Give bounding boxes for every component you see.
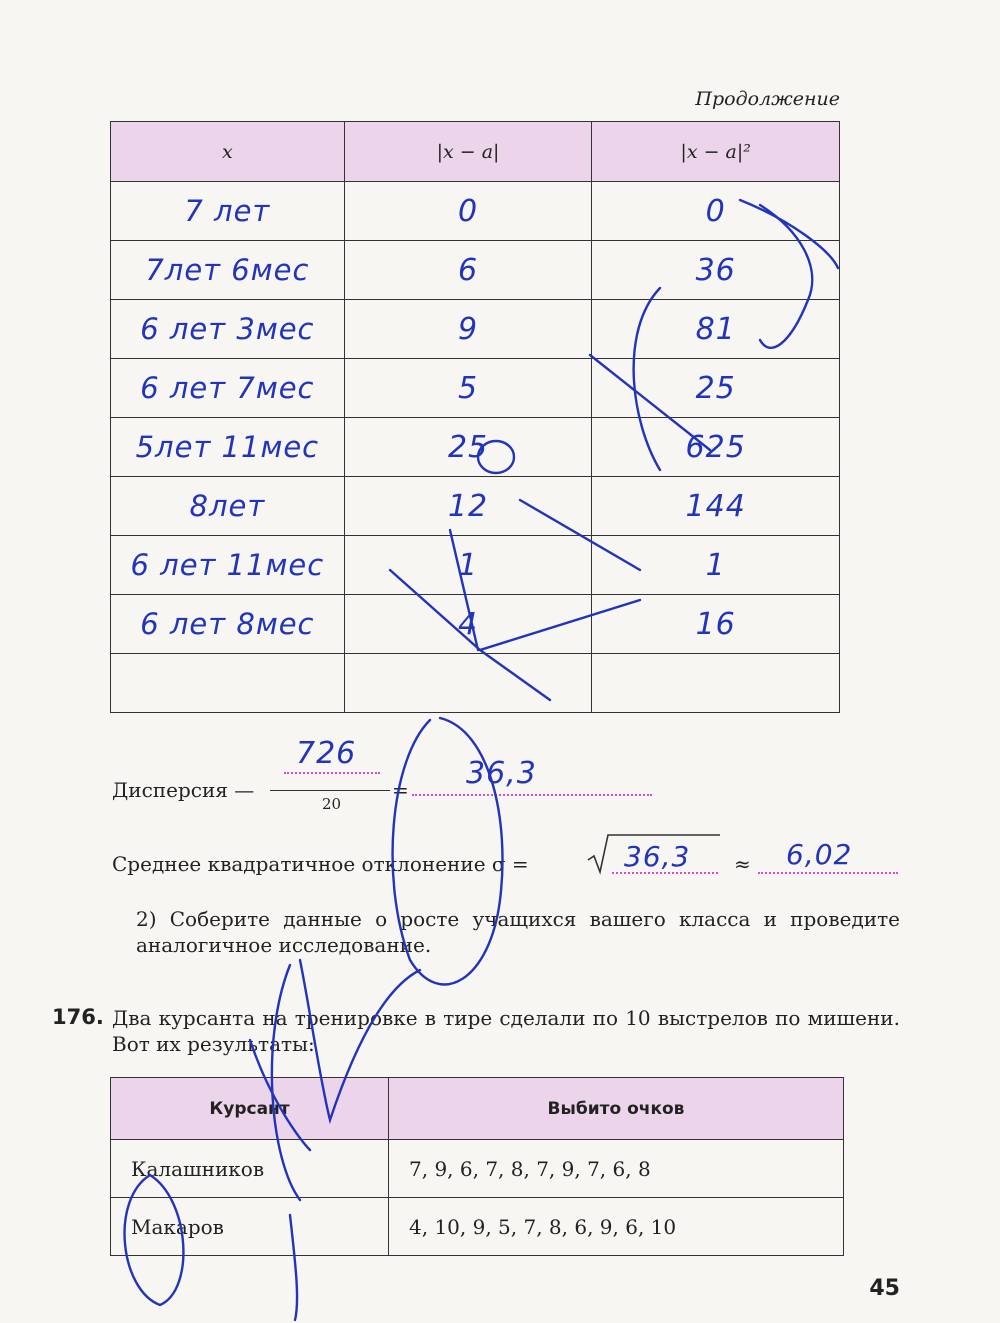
handwritten-deviation: 9 <box>457 311 479 347</box>
handwritten-deviation: 1 <box>457 547 479 583</box>
cell-x <box>111 536 345 595</box>
cell-dev <box>344 536 592 595</box>
cell-dev <box>344 477 592 536</box>
handwritten-square: 36 <box>695 252 736 288</box>
handwritten-deviation: 25 <box>447 429 489 465</box>
table-row <box>111 300 840 359</box>
variance-denominator: 20 <box>322 795 342 813</box>
handwritten-age: 6 лет 11мес <box>130 548 325 582</box>
approx-sign: ≈ <box>734 852 751 876</box>
cell-sq <box>592 536 840 595</box>
handwritten-deviation: 6 <box>457 252 479 288</box>
variance-numerator: 726 <box>296 736 357 771</box>
radicand-value: 36,3 <box>624 840 691 873</box>
std-dev-label: Среднее квадратичное отклонение σ = <box>112 852 529 876</box>
cell-dev <box>344 300 592 359</box>
handwritten-age: 7лет 6мес <box>145 253 310 287</box>
handwritten-age: 8лет <box>189 489 266 523</box>
column-header-x: x <box>111 122 345 182</box>
variance-label: Дисперсия — <box>112 778 255 802</box>
handwritten-square: 1 <box>705 547 726 583</box>
table-row <box>111 182 840 241</box>
handwritten-square: 16 <box>695 606 736 642</box>
table-row <box>111 241 840 300</box>
cadet-name: Калашников <box>111 1140 389 1198</box>
handwritten-deviation: 0 <box>457 193 479 229</box>
cell-x <box>111 300 345 359</box>
fraction-bar <box>270 790 390 791</box>
cell-dev <box>344 359 592 418</box>
column-header-cadet: Курсант <box>111 1078 389 1140</box>
cell-sq <box>592 300 840 359</box>
task-number: 176. <box>52 1005 104 1029</box>
cell-x <box>111 182 345 241</box>
table-row <box>111 595 840 654</box>
cadet-name: Макаров <box>111 1198 389 1256</box>
handwritten-square: 625 <box>685 429 746 465</box>
table-header-row <box>111 122 840 182</box>
handwritten-deviation: 5 <box>457 370 479 406</box>
cell-x <box>111 359 345 418</box>
column-header-sq-dev: |x − a|² <box>592 122 840 182</box>
continuation-label: Продолжение <box>695 88 840 110</box>
table-row <box>111 418 840 477</box>
cell-sq <box>592 241 840 300</box>
cell-dev <box>344 418 592 477</box>
handwritten-square: 81 <box>695 311 736 347</box>
cell-x <box>111 241 345 300</box>
handwritten-square: 144 <box>685 488 746 524</box>
cell-dev <box>344 654 592 713</box>
cell-x <box>111 595 345 654</box>
page-number: 45 <box>869 1276 900 1301</box>
cell-sq <box>592 654 840 713</box>
column-header-points: Выбито очков <box>389 1078 844 1140</box>
handwritten-age: 6 лет 8мес <box>140 607 315 641</box>
variance-equals: = <box>392 778 409 802</box>
cell-dev <box>344 182 592 241</box>
numerator-dotted-line <box>284 746 380 774</box>
table-row <box>111 359 840 418</box>
handwritten-square: 25 <box>695 370 736 406</box>
cell-dev <box>344 595 592 654</box>
cadet-scores: 4, 10, 9, 5, 7, 8, 6, 9, 6, 10 <box>389 1198 844 1256</box>
table-row <box>111 477 840 536</box>
cadet-scores: 7, 9, 6, 7, 8, 7, 9, 7, 6, 8 <box>389 1140 844 1198</box>
handwritten-square: 0 <box>705 193 726 229</box>
handwritten-age: 7 лет <box>184 194 271 228</box>
column-header-abs-dev: |x − a| <box>344 122 592 182</box>
cell-sq <box>592 418 840 477</box>
cell-sq <box>592 182 840 241</box>
cell-x <box>111 654 345 713</box>
handwritten-age: 6 лет 7мес <box>140 371 315 405</box>
handwritten-deviation: 4 <box>457 606 479 642</box>
task-statement: Два курсанта на тренировке в тире сделали по 10 выстрелов по мишени. Вот их результаты: <box>112 1006 900 1056</box>
part2-instruction: 2) Соберите данные о росте учащихся вашего класса и проведите аналогичное исследование. <box>136 907 900 957</box>
std-dev-result: 6,02 <box>786 838 853 871</box>
cell-sq <box>592 595 840 654</box>
cell-x <box>111 418 345 477</box>
variance-result: 36,3 <box>466 756 537 791</box>
table-header-row <box>111 1078 844 1140</box>
table-row <box>111 654 840 713</box>
cell-x <box>111 477 345 536</box>
cell-sq <box>592 477 840 536</box>
cell-sq <box>592 359 840 418</box>
shooting-results-table <box>110 1077 844 1256</box>
table-row <box>111 536 840 595</box>
deviation-table <box>110 121 840 713</box>
handwritten-age: 6 лет 3мес <box>140 312 315 346</box>
cell-dev <box>344 241 592 300</box>
handwritten-deviation: 12 <box>447 488 489 524</box>
handwritten-age: 5лет 11мес <box>135 430 320 464</box>
table-row <box>111 1140 844 1198</box>
table-row <box>111 1198 844 1256</box>
